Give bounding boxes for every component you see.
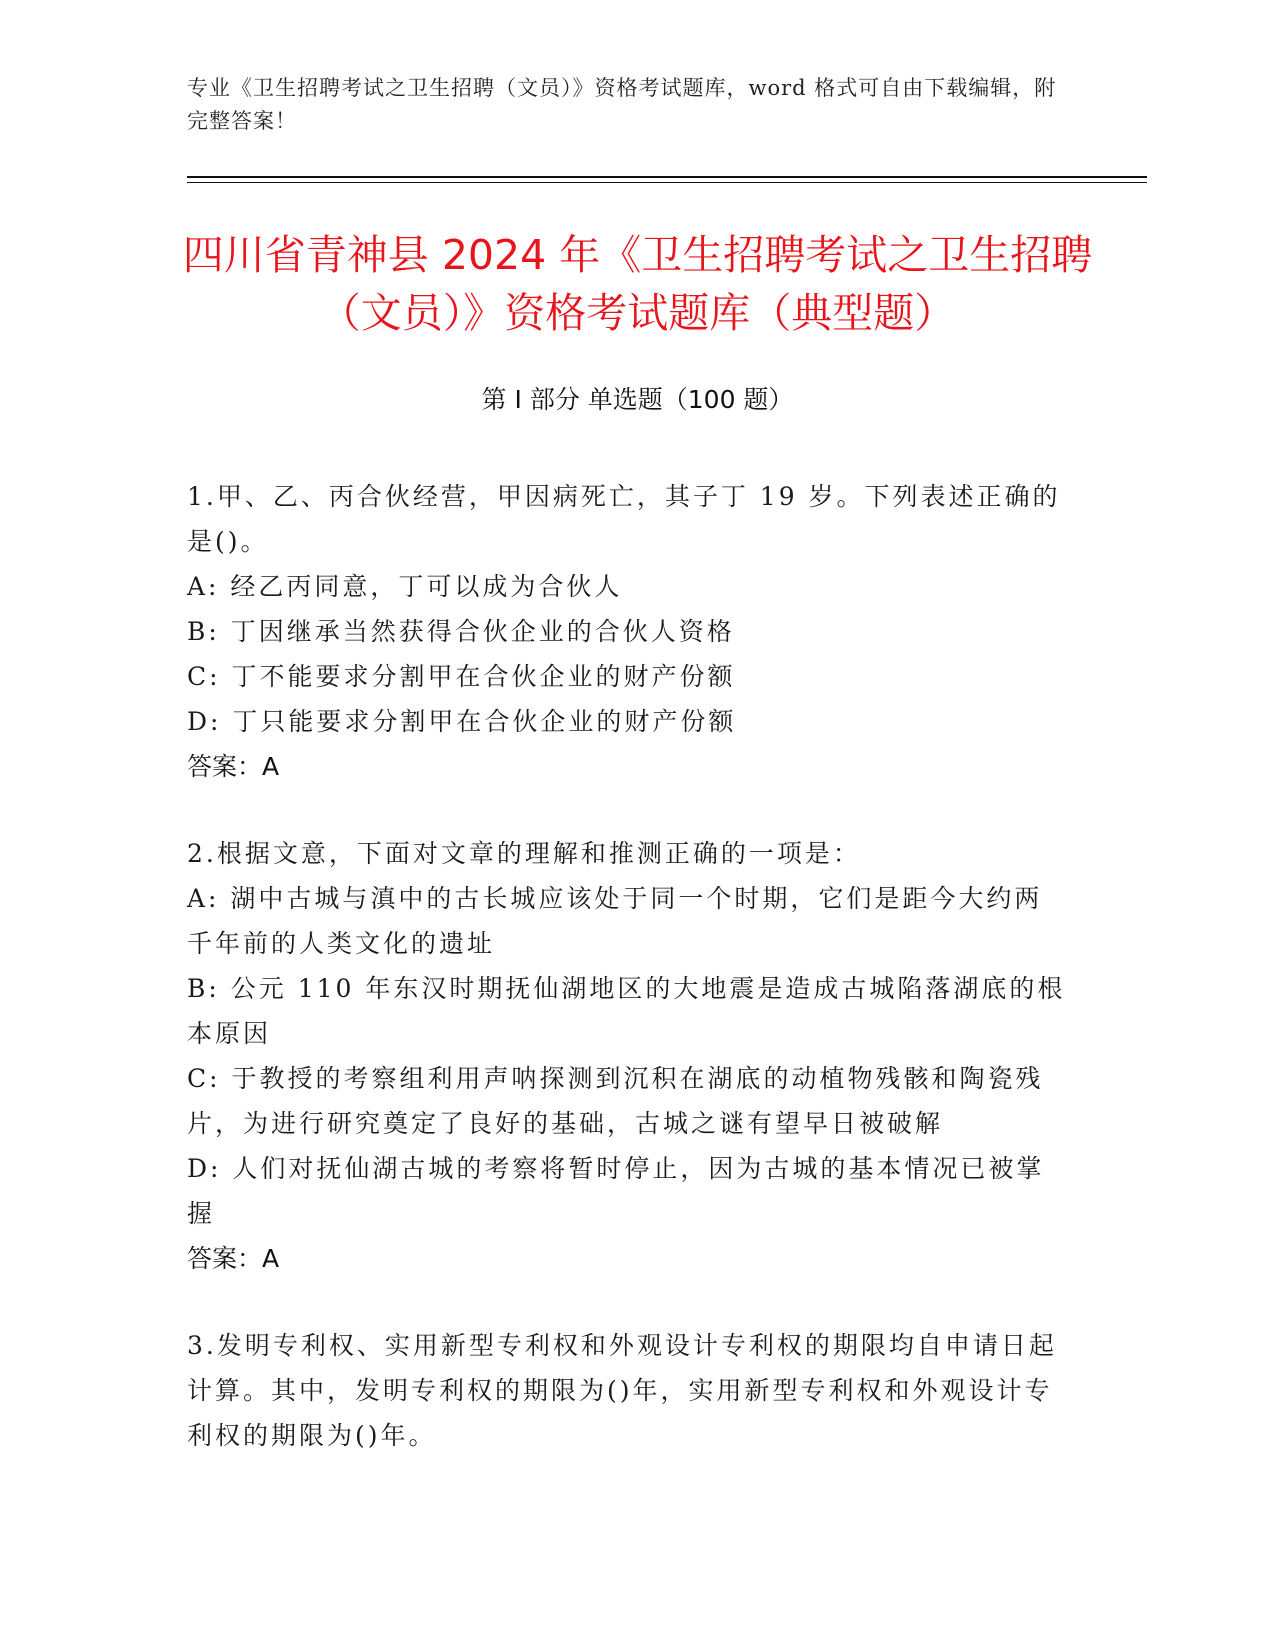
question-3 — [187, 1323, 1067, 1458]
question-stem: 3.发明专利权、实用新型专利权和外观设计专利权的期限均自申请日起计算。其中，发明专利权的期限为()年，实用新型专利权和外观设计专利权的期限为()年。 — [187, 1331, 1057, 1450]
header-note: 专业《卫生招聘考试之卫生招聘（文员）》资格考试题库，word 格式可自由下载编辑，附完整答案！ — [187, 76, 1057, 133]
document-title: 四川省青神县 2024 年《卫生招聘考试之卫生招聘（文员）》资格考试题库（典型题） — [182, 231, 1093, 337]
option-b: B: 丁因继承当然获得合伙企业的合伙人资格 — [187, 617, 735, 646]
option-d: D: 人们对抚仙湖古城的考察将暂时停止，因为古城的基本情况已被掌握 — [187, 1154, 1045, 1228]
option-a: A: 湖中古城与滇中的古长城应该处于同一个时期，它们是距今大约两千年前的人类文化的遗址 — [187, 884, 1043, 958]
answer-text: 答案：A — [187, 752, 280, 781]
option-b: B: 公元 110 年东汉时期抚仙湖地区的大地震是造成古城陷落湖底的根本原因 — [187, 974, 1066, 1048]
option-c: C: 于教授的考察组利用声呐探测到沉积在湖底的动植物残骸和陶瓷残片，为进行研究奠定了良好的基础，古城之谜有望早日被破解 — [187, 1064, 1044, 1138]
option-d: D: 丁只能要求分割甲在合伙企业的财产份额 — [187, 707, 737, 736]
question-2 — [187, 831, 1067, 1281]
header-divider — [187, 176, 1147, 178]
question-1 — [187, 474, 1067, 789]
header-divider-thin — [187, 182, 1147, 183]
answer-text: 答案：A — [187, 1244, 280, 1273]
question-stem: 2.根据文意，下面对文章的理解和推测正确的一项是： — [187, 839, 861, 868]
option-a: A: 经乙丙同意，丁可以成为合伙人 — [187, 572, 623, 601]
question-stem: 1.甲、乙、丙合伙经营，甲因病死亡，其子丁 19 岁。下列表述正确的是()。 — [187, 482, 1061, 556]
question-list — [187, 474, 1067, 1500]
section-heading: 第 I 部分 单选题（100 题） — [481, 385, 794, 414]
option-c: C: 丁不能要求分割甲在合伙企业的财产份额 — [187, 662, 736, 691]
